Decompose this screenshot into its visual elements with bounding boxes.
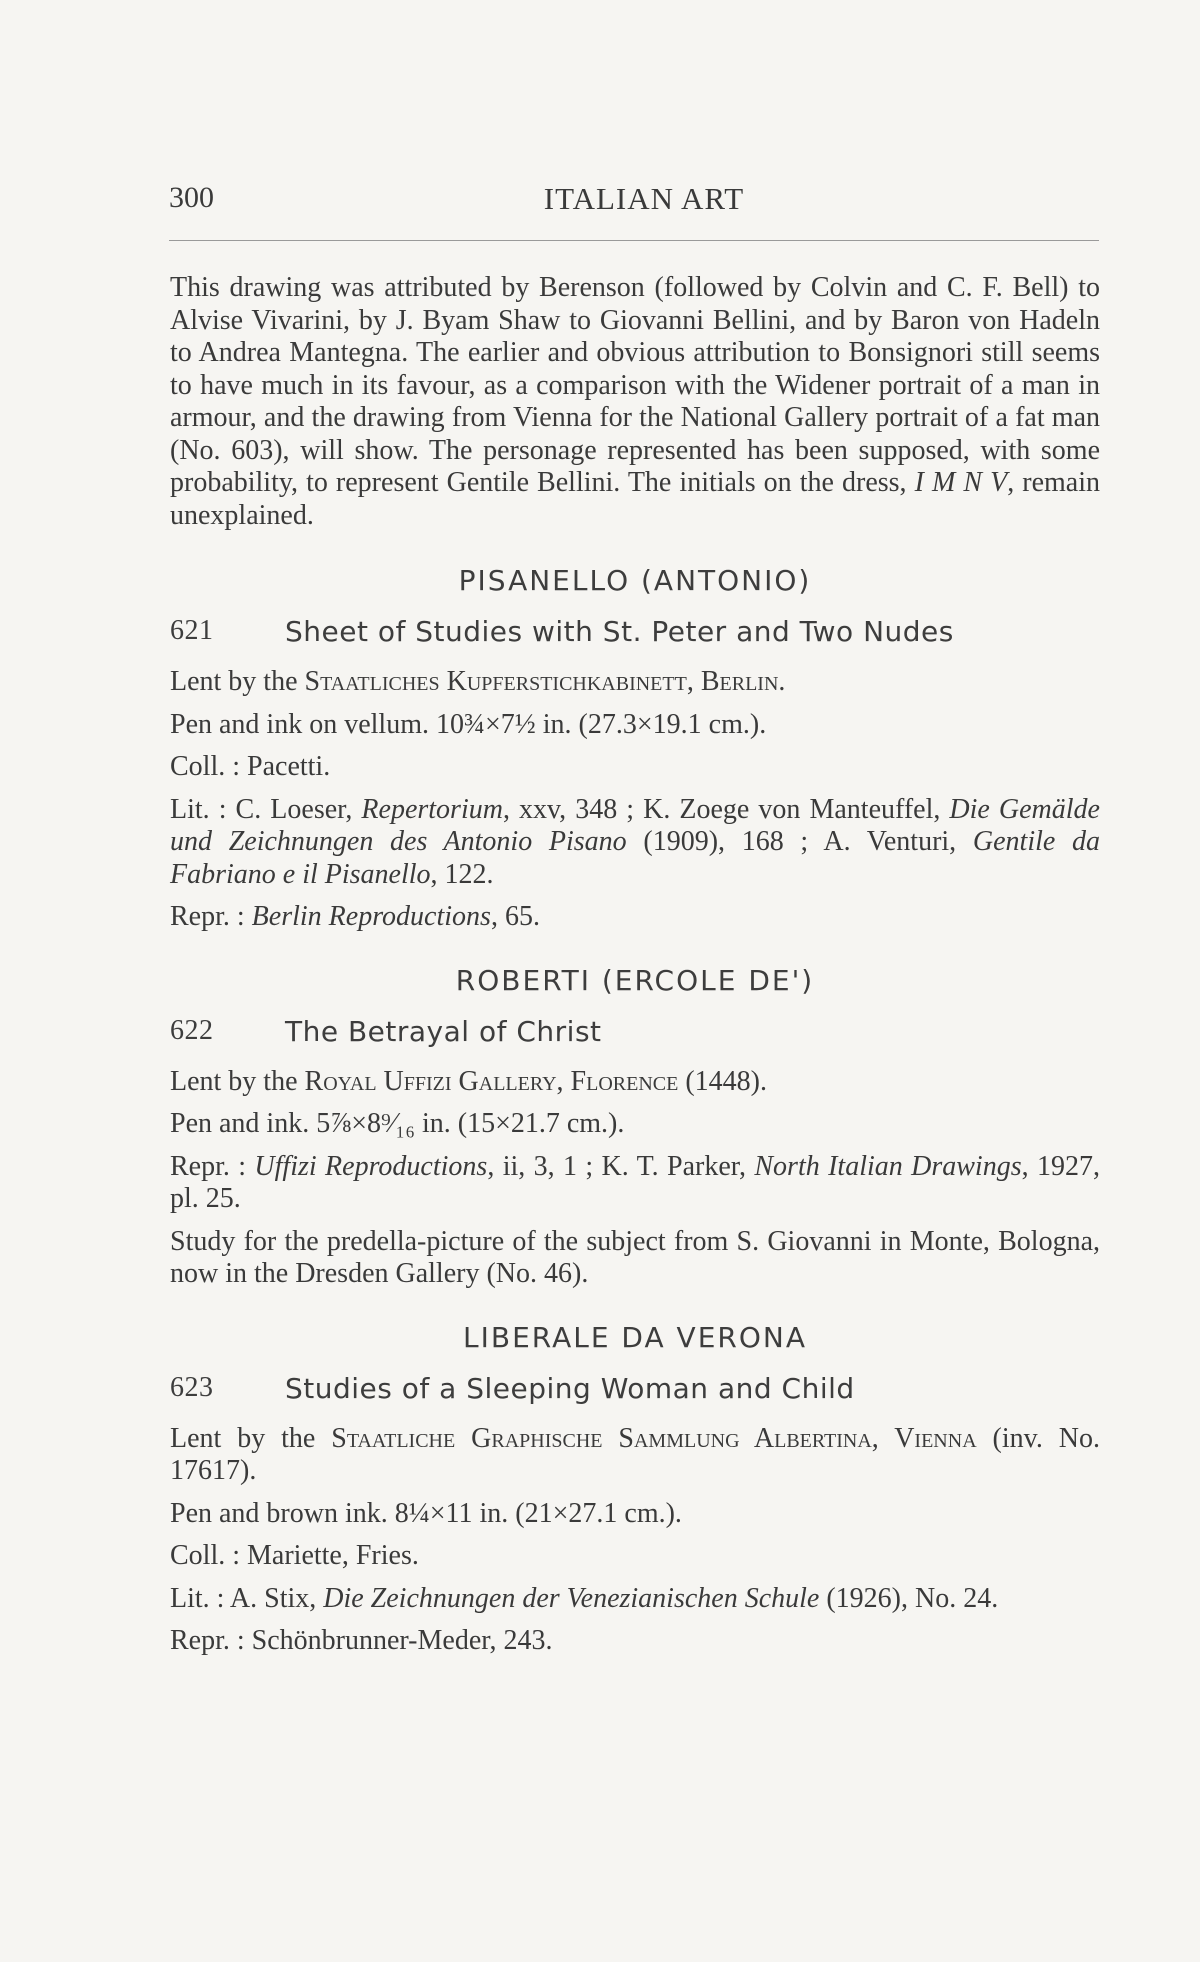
note-line: Study for the predella-picture of the subject from S. Giovanni in Monte, Bologna, now in the Dresden Gallery (No. 46). [170, 1225, 1100, 1289]
reproduction-line: Repr. : Schönbrunner-Meder, 243. [170, 1625, 553, 1656]
entry-number: 623 [170, 1371, 214, 1403]
running-title: ITALIAN ART [543, 181, 745, 216]
intro-paragraph: This drawing was attributed by Berenson (followed by Colvin and C. F. Bell) to Alvise Vivarini, by J. Byam Shaw to Giovanni Bellini, and by Baron von Hadeln to Andrea Mantegna. The earlier and obvious attribution to Bonsignori still seems to have much in its favour, as a comparison with the Widener portrait of a man in armour, and the drawing from Vienna for the National Gallery portrait of a fat man (No. 603), will show. The personage represented has been supposed, with some probability, to represent Gentile Bellini. The initials on the dress, I M N V, remain unexplained. [170, 272, 1100, 531]
entry-title-text: Sheet of Studies with St. Peter and Two Nudes [285, 615, 954, 648]
lender-line: Lent by the Royal Uffizi Gallery, Florence (1448). [170, 1065, 767, 1097]
medium-line: Pen and ink. 5⅞×8⁹⁄₁₆ in. (15×21.7 cm.). [170, 1108, 625, 1139]
collection-line: Coll. : Mariette, Fries. [170, 1540, 419, 1571]
entry-title [170, 1372, 1100, 1405]
initials: I M N V [914, 467, 1008, 498]
lender-line: Lent by the Staatliche Graphische Sammlung Albertina, Vienna (inv. No. 17617). [170, 1422, 1100, 1486]
artist-heading: ROBERTI (ERCOLE DE') [455, 963, 815, 997]
reproduction-line: Repr. : Uffizi Reproductions, ii, 3, 1 ; K. T. Parker, North Italian Drawings, 1927, pl. 25. [170, 1150, 1101, 1214]
reproduction-line: Repr. : Berlin Reproductions, 65. [170, 901, 540, 932]
entry-title-text: The Betrayal of Christ [285, 1014, 602, 1048]
artist-heading: LIBERALE DA VERONA [463, 1320, 807, 1354]
literature-line: Lit. : C. Loeser, Repertorium, xxv, 348 ; K. Zoege von Manteuffel, Die Gemälde und Zeichnungen des Antonio Pisano (1909), 168 ; A. Venturi, Gentile da Fabriano e il Pisanello, 122. [170, 793, 1100, 890]
collection-line: Coll. : Pacetti. [170, 751, 331, 782]
entry-title [170, 615, 1100, 648]
medium-line: Pen and brown ink. 8¼×11 in. (21×27.1 cm.). [170, 1497, 682, 1529]
entry-number: 621 [170, 615, 214, 646]
entry-number: 622 [170, 1014, 214, 1046]
page-number: 300 [169, 181, 214, 214]
header-rule [169, 240, 1099, 241]
page-content [170, 272, 1100, 1658]
artist-heading: PISANELLO (ANTONIO) [458, 564, 812, 597]
literature-line: Lit. : A. Stix, Die Zeichnungen der Venezianischen Schule (1926), No. 24. [170, 1582, 999, 1614]
medium-line: Pen and ink on vellum. 10¾×7½ in. (27.3×19.1 cm.). [170, 708, 767, 740]
entry-title-text: Studies of a Sleeping Woman and Child [285, 1371, 855, 1405]
lender-line: Lent by the Staatliches Kupferstichkabinett, Berlin. [170, 666, 786, 697]
page-header [169, 181, 1099, 221]
entry-title [170, 1015, 1100, 1048]
